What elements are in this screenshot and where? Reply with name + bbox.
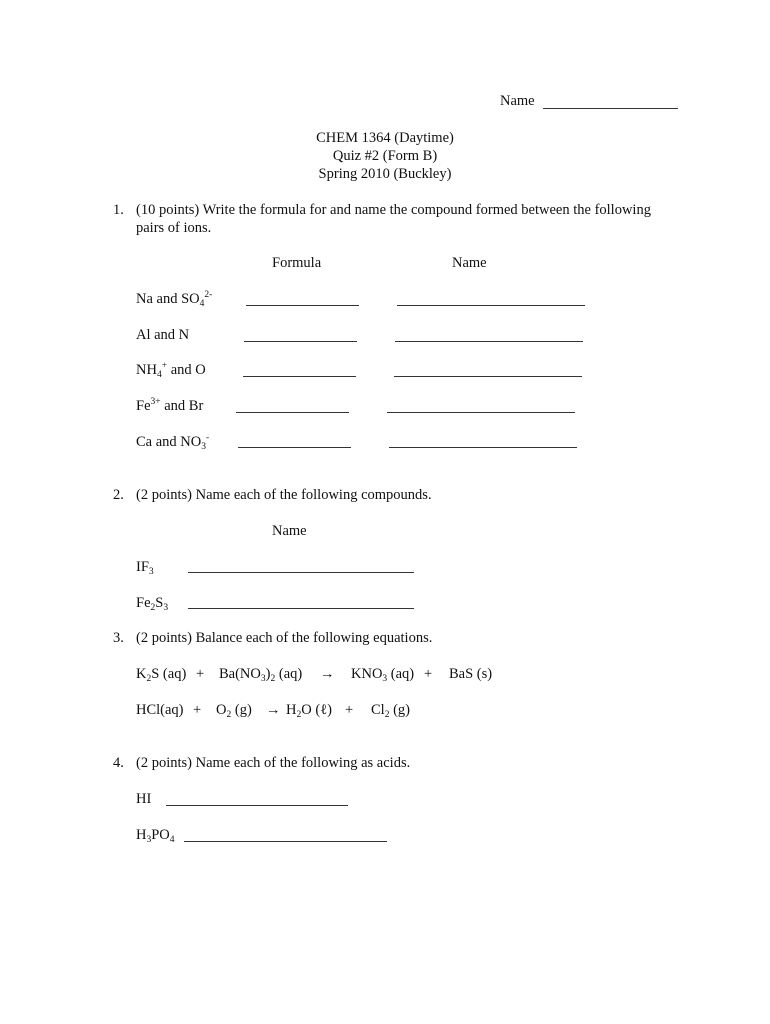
q4-name-blank-2[interactable] [184,841,387,842]
q2-number: 2. [113,487,124,503]
q4-name-blank-1[interactable] [166,805,348,806]
q1-ion-pair-5: Ca and $NO_3^-$ [136,433,210,452]
q4-acid-1: HI [136,791,152,807]
q1-ion-pair-4: $Fe^{3+}$ and Br [136,397,204,414]
q1-name-blank-1[interactable] [397,305,585,306]
eq1-reactant-1: $K_2S$ (aq) [136,666,187,684]
q1-number: 1. [113,202,124,218]
q3-number: 3. [113,630,124,646]
q1-name-header: Name [452,255,487,271]
q3-prompt: (2 points) Balance each of the following equations. [136,630,433,646]
eq2-reactant-1: HCl(aq) [136,702,184,718]
quiz-title: Quiz #2 (Form B) [332,148,438,164]
eq2-reactant-2: $O_2$ (g) [216,702,252,720]
q1-name-blank-2[interactable] [395,341,583,342]
q1-ion-pair-2: Al and N [136,327,190,343]
q2-compound-2: $Fe_2S_3$ [136,595,169,613]
term-title: Spring 2010 (Buckley) [318,166,452,182]
eq1-product-2: BaS (s) [449,666,493,682]
q4-acid-2: $H_3PO_4$ [136,827,175,845]
name-blank[interactable] [543,108,678,109]
eq2-product-1: $H_2O$ (ℓ) [286,702,332,720]
q4-prompt: (2 points) Name each of the following as acids. [136,755,411,771]
q2-name-header: Name [272,523,307,539]
eq2-arrow: → [266,702,281,718]
q1-ion-pair-3: $NH_4^+$ and O [136,361,206,380]
q1-formula-blank-2[interactable] [244,341,357,342]
q1-prompt-line1: (10 points) Write the formula for and name the compound formed between the following [136,202,651,218]
q1-formula-blank-5[interactable] [238,447,351,448]
eq1-arrow: → [320,666,335,682]
q2-name-blank-2[interactable] [188,608,414,609]
eq1-plus-2: + [424,666,433,682]
q2-prompt: (2 points) Name each of the following compounds. [136,487,432,503]
eq2-plus-2: + [345,702,354,718]
q1-name-blank-3[interactable] [394,376,582,377]
eq1-reactant-2: $Ba(NO_3)_2$ (aq) [219,666,303,684]
q1-name-blank-5[interactable] [389,447,577,448]
q1-formula-blank-3[interactable] [243,376,356,377]
q1-name-blank-4[interactable] [387,412,575,413]
q1-formula-header: Formula [272,255,322,271]
eq1-product-1: $KNO_3$ (aq) [351,666,415,684]
q2-compound-1: $IF_3$ [136,559,154,577]
eq2-product-2: $Cl_2$ (g) [371,702,410,720]
eq2-plus-1: + [193,702,202,718]
eq1-plus-1: + [196,666,205,682]
q1-prompt-line2: pairs of ions. [136,220,212,236]
course-title: CHEM 1364 (Daytime) [316,130,454,146]
q1-ion-pair-1: Na and $SO_4^{2-}$ [136,290,213,309]
q2-name-blank-1[interactable] [188,572,414,573]
q4-number: 4. [113,755,124,771]
q1-formula-blank-4[interactable] [236,412,349,413]
name-label: Name [500,93,535,109]
q1-formula-blank-1[interactable] [246,305,359,306]
